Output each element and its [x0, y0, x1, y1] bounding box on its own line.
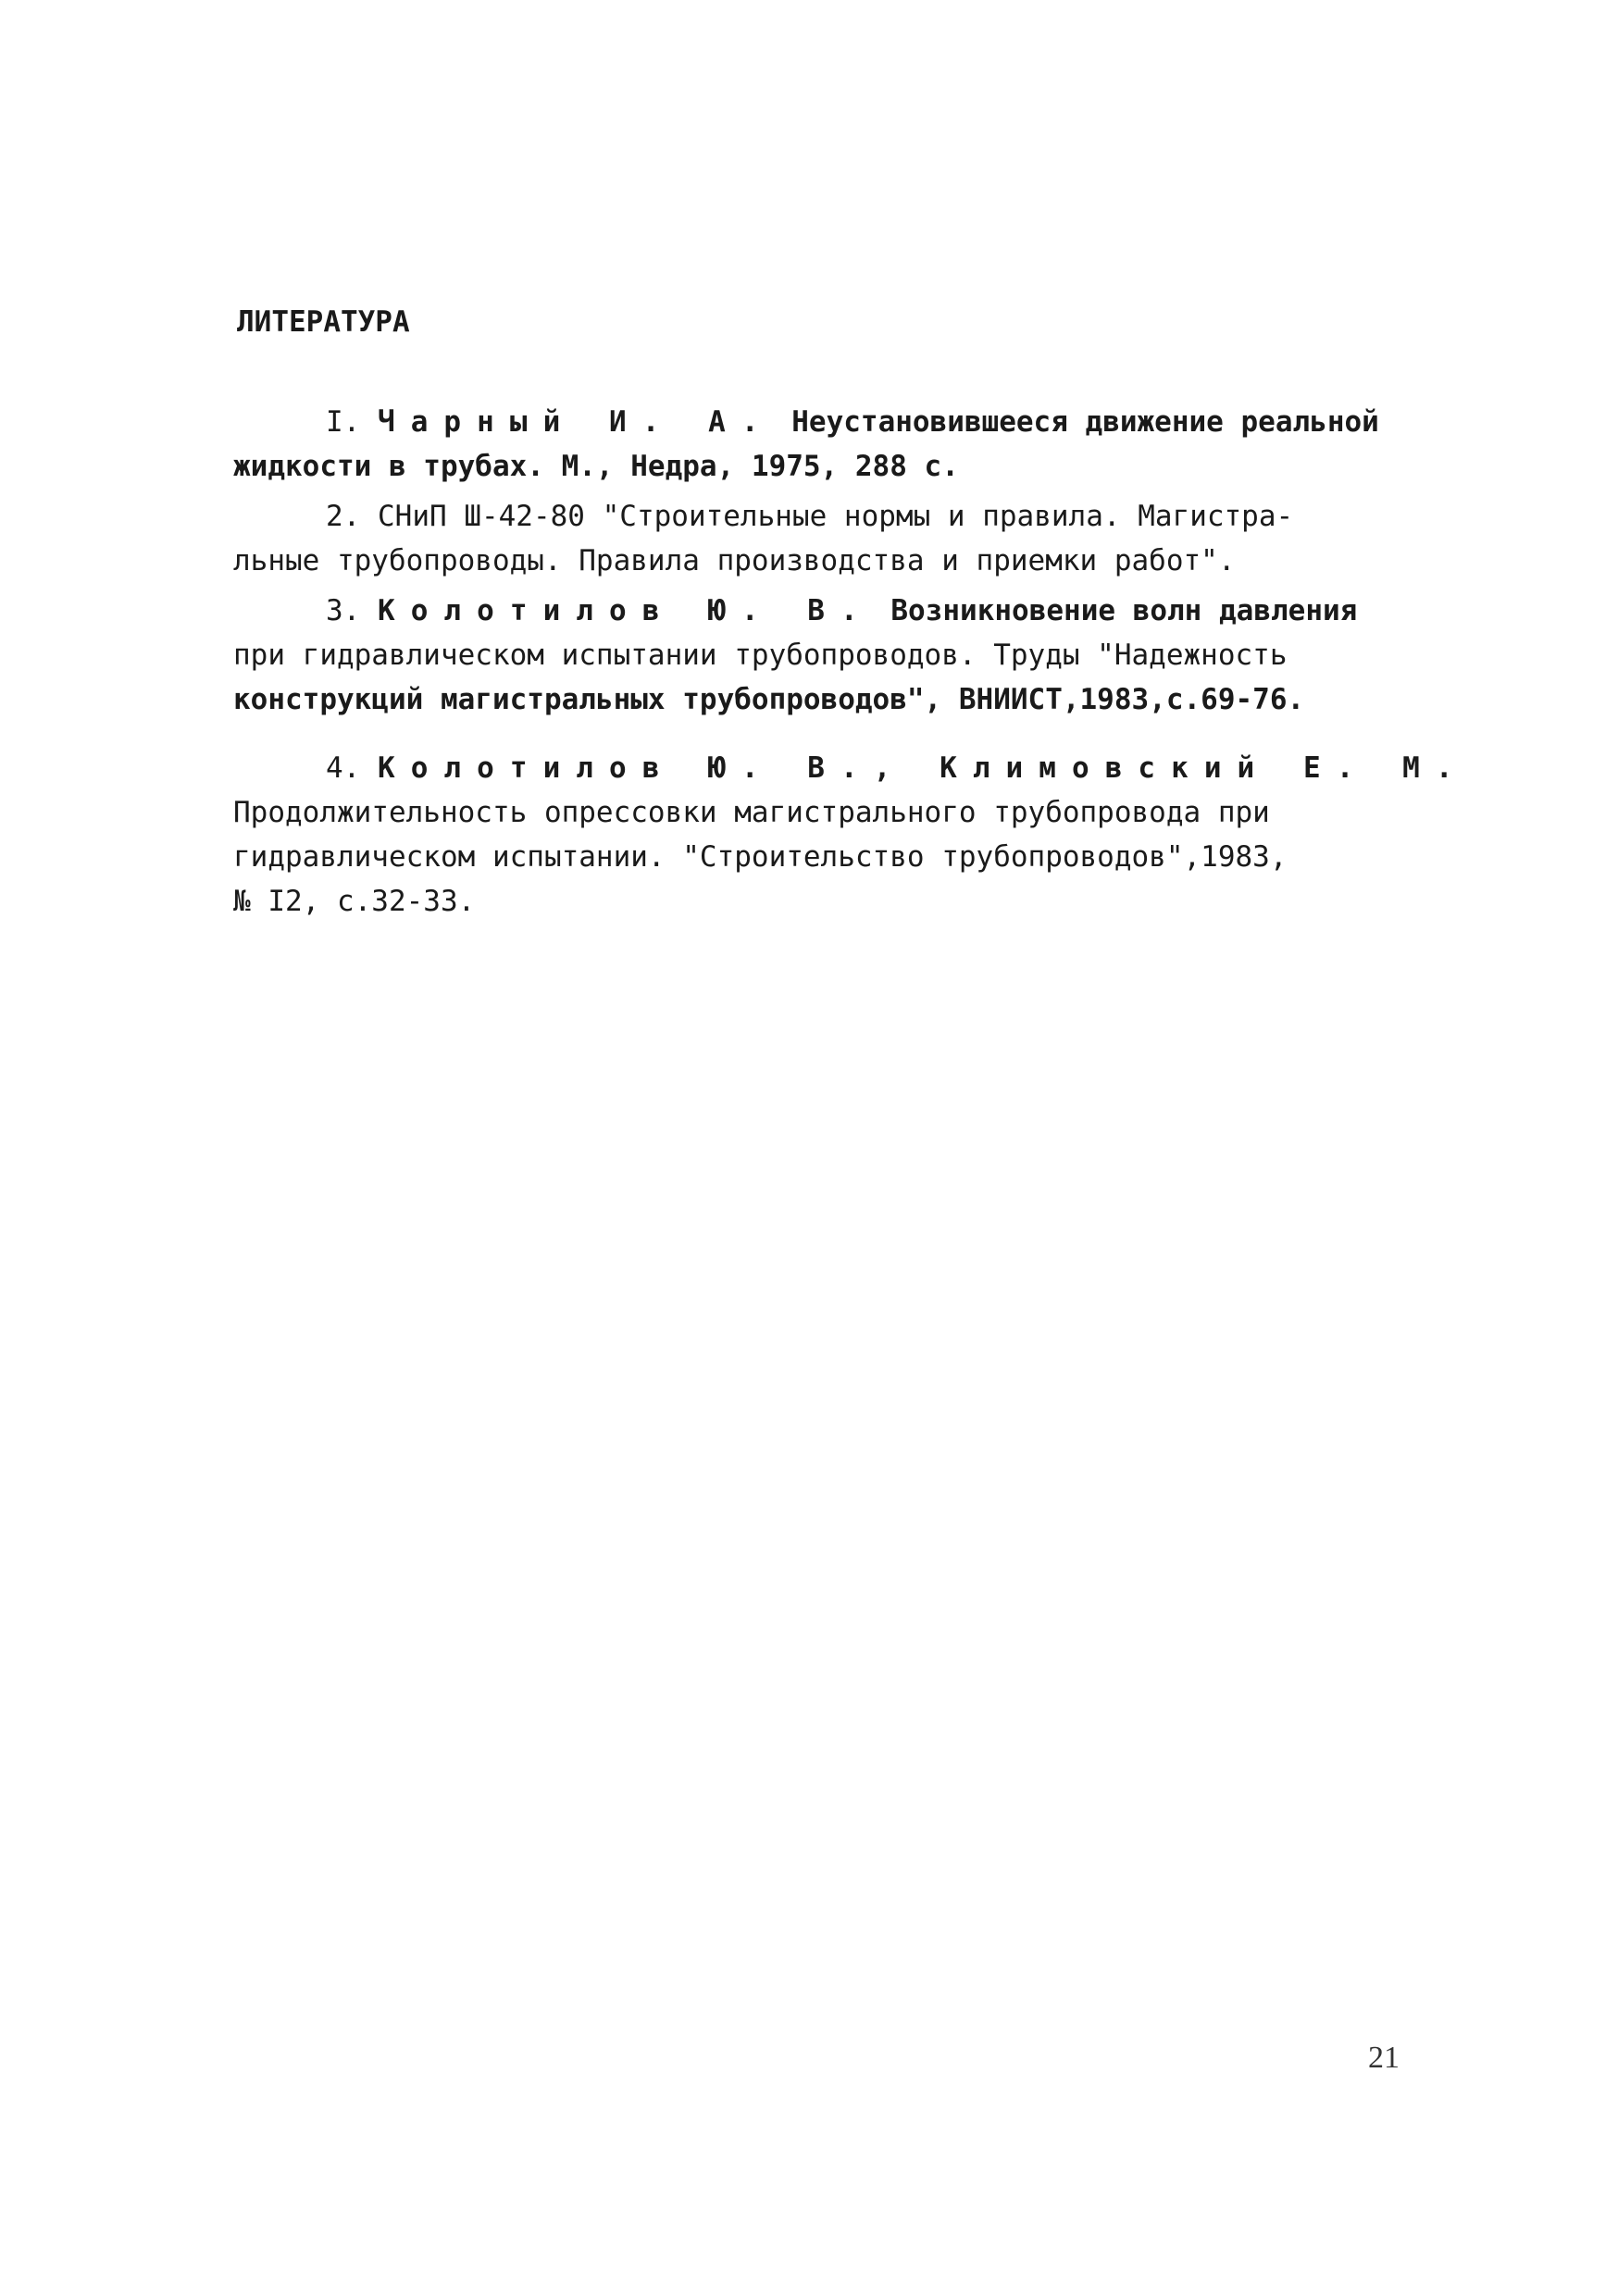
reference-item — [233, 400, 1409, 489]
reference-line: льные трубопроводы. Правила производства и приемки работ". — [233, 544, 1236, 577]
reference-item — [233, 589, 1409, 722]
reference-text: Неустановившееся движение реальной — [791, 405, 1379, 439]
reference-number: 3. — [326, 594, 361, 627]
reference-line: при гидравлическом испытании трубопроводов. Труды "Надежность — [233, 639, 1288, 672]
reference-text: СНиП Ш-42-80 "Строительные нормы и правила. Магистра- — [378, 500, 1294, 533]
reference-line: жидкости в трубах. М., Недра, 1975, 288 с. — [233, 450, 959, 483]
reference-line: гидравлическом испытании. "Строительство трубопроводов",1983, — [233, 840, 1288, 874]
reference-line — [233, 400, 1409, 444]
reference-line: Продолжительность опрессовки магистрального трубопровода при — [233, 796, 1270, 829]
reference-number: I. — [326, 405, 361, 439]
page-heading: ЛИТЕРАТУРА — [237, 305, 410, 339]
reference-item — [233, 494, 1409, 583]
reference-line: № I2, с.32-33. — [233, 885, 476, 918]
reference-text: Возникновение волн давления — [890, 594, 1358, 627]
reference-item — [233, 746, 1469, 924]
reference-line — [233, 746, 1469, 790]
reference-number: 4. — [326, 751, 361, 785]
reference-author: Колотилов Ю. В., Климовский Е. М. — [378, 751, 1469, 785]
reference-line — [233, 494, 1409, 539]
reference-author: Колотилов Ю. В. — [378, 594, 874, 627]
page-number: 21 — [1368, 2041, 1400, 2075]
reference-line: конструкций магистральных трубопроводов", ВНИИСТ,1983,с.69-76. — [233, 683, 1305, 716]
reference-number: 2. — [326, 500, 361, 533]
reference-line — [233, 589, 1409, 633]
reference-author: Чарный И. А. — [378, 405, 775, 439]
